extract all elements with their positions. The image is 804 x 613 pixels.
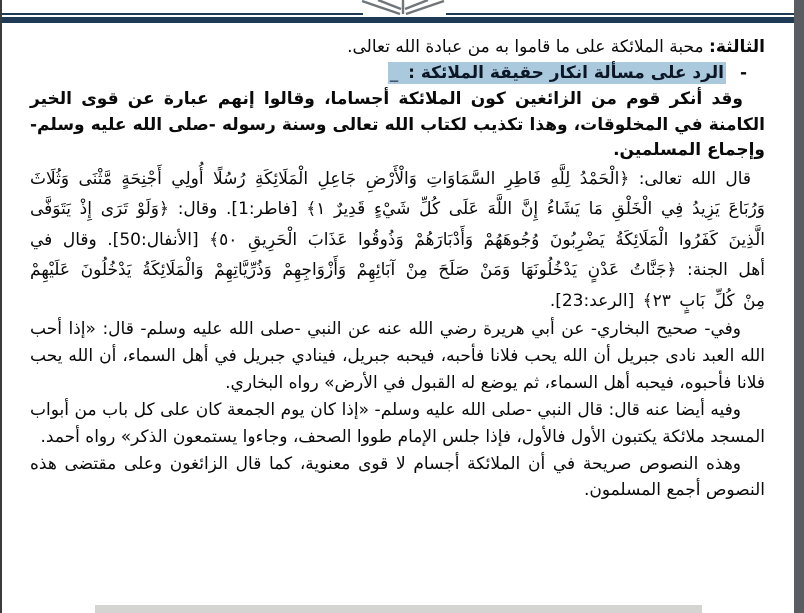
paragraph-deniers: وقد أنكر قوم من الزائغين كون الملائكة أجساما، وقالوا إنهم عبارة عن قوى الخير الكامنة في المخلوقات، وهذا تكذيب لكتاب الله تعالى وسنة رسوله -صلى الله عليه وسلم- وإجماع المسلمين. bbox=[30, 89, 765, 160]
heading-cursor-mark: _ bbox=[389, 63, 399, 83]
paragraph-hadith-bukhari: وفي- صحيح البخاري- عن أبي هريرة رضي الله عنه عن النبي -صلى الله عليه وسلم- قال: «إذا أحب الله العبد نادى جبريل أن الله يحب فلانا فأحبه، فيحبه جبريل، فينادي جبريل في أهل السماء، أن الله يحب فلانا فأحبوه، فيحبه أهل السماء، ثم يوضع له القبول في الأرض» رواه البخاري. bbox=[30, 319, 765, 393]
header-rule-thin-left bbox=[0, 13, 363, 15]
paragraph-conclusion: وهذه النصوص صريحة في أن الملائكة أجسام لا قوى معنوية، كما قال الزائغون وعلى مقتضى هذه النصوص أجمع المسلمون. bbox=[30, 454, 765, 500]
paragraph-third-point bbox=[30, 34, 765, 60]
header-rule-thick bbox=[0, 17, 794, 23]
next-block-top-edge bbox=[95, 605, 702, 613]
header-rule-thin-right bbox=[446, 13, 794, 15]
heading-dash-bullet: - bbox=[739, 63, 747, 83]
third-point-text: محبة الملائكة على ما قاموا به من عبادة الله تعالى. bbox=[347, 37, 710, 57]
paragraph-hadith-ahmad: وفيه أيضا عنه قال: قال النبي -صلى الله عليه وسلم- «إذا كان يوم الجمعة كان على كل باب من أبواب المسجد ملائكة يكتبون الأول فالأول، فإذا جلس الإمام طووا الصحف، وجاءوا يستمعون الذكر» رواه أحمد. bbox=[30, 400, 765, 447]
window-left-border bbox=[0, 0, 2, 613]
scrollbar-track[interactable] bbox=[794, 0, 804, 613]
document-body bbox=[30, 34, 765, 503]
heading-highlighted-text[interactable]: الرد على مسألة انكار حقيقة الملائكة : bbox=[402, 63, 724, 83]
heading-refutation-line bbox=[30, 60, 765, 87]
paragraph-quran-verses: قال الله تعالى: ﴿الْحَمْدُ لِلَّهِ فَاطِرِ السَّمَاوَاتِ وَالْأَرْضِ جَاعِلِ الْمَلَائِكَةِ رُسُلًا أُولِي أَجْنِحَةٍ مَّثْنَى وَثُلَاثَ وَرُبَاعَ يَزِيدُ فِي الْخَلْقِ مَا يَشَاءُ إِنَّ اللَّهَ عَلَى كُلِّ شَيْءٍ قَدِيرٌ ١﴾ [فاطر:1]. وقال: ﴿وَلَوْ تَرَى إِذْ يَتَوَفَّى الَّذِينَ كَفَرُوا الْمَلَائِكَةُ يَضْرِبُونَ وُجُوهَهُمْ وَأَدْبَارَهُمْ وَذُوقُوا عَذَابَ الْحَرِيقِ ٥٠﴾ [الأنفال:50]. وقال في أهل الجنة: ﴿جَنَّاتُ عَدْنٍ يَدْخُلُونَهَا وَمَنْ صَلَحَ مِنْ آبَائِهِمْ وَأَزْوَاجِهِمْ وَذُرِّيَّاتِهِمْ وَالْمَلَائِكَةُ يَدْخُلُونَ عَلَيْهِمْ مِنْ كُلِّ بَابٍ ٢٣﴾ [الرعد:23]. bbox=[30, 168, 766, 311]
third-point-label: الثالثة: bbox=[709, 37, 765, 57]
book-chevron-ornament-icon bbox=[360, 0, 446, 16]
